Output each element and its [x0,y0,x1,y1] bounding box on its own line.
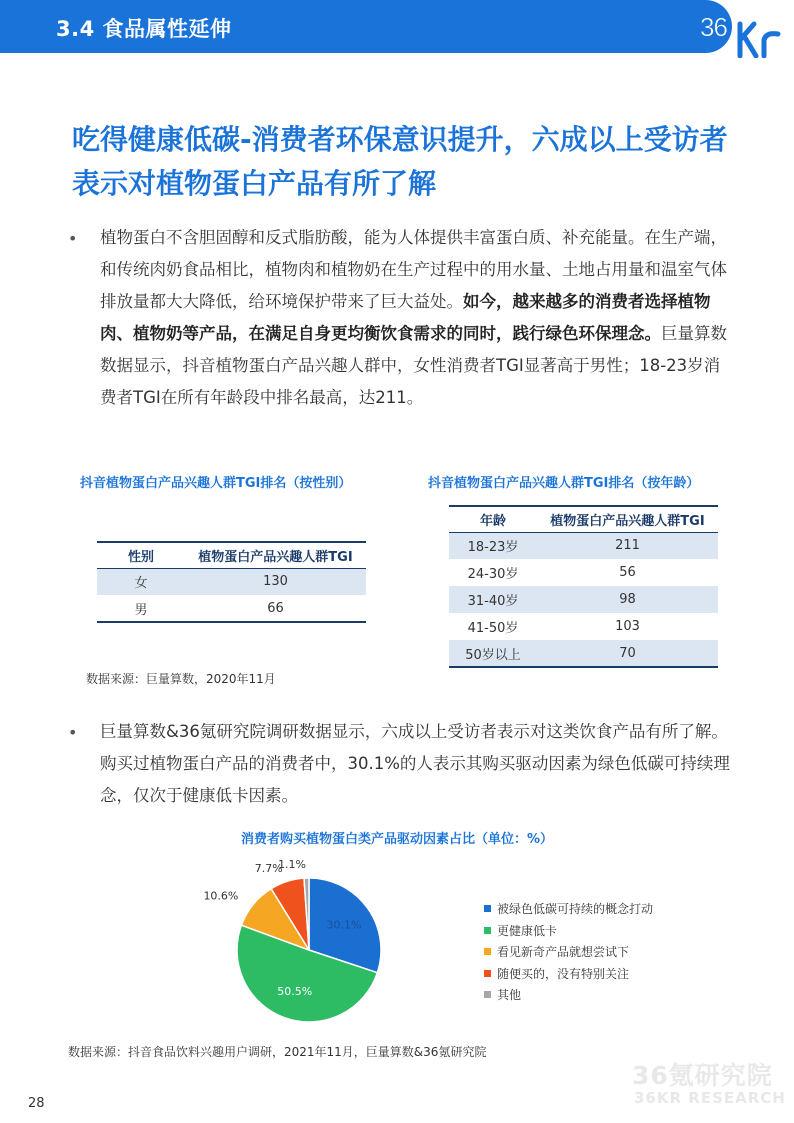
legend-label: 看见新奇产品就想尝试下 [497,945,630,960]
section-title: 3.4 食品属性延伸 [56,17,232,41]
watermark-cn: 36氪研究院 [632,1061,773,1090]
table-row [449,640,718,667]
paragraph-1 [100,222,730,414]
bullet-1: • [68,229,78,248]
pie-chart [0,840,460,1040]
age-table-title: 抖音植物蛋白产品兴趣人群TGI排名（按年龄） [428,476,700,491]
cell-age: 18-23岁 [449,532,537,559]
watermark-en: 36KR RESEARCH [634,1089,786,1107]
legend-item [484,941,653,963]
legend-item [484,963,653,985]
table-row [449,613,718,640]
legend-label: 其他 [497,988,522,1003]
cell-tgi: 66 [185,595,366,622]
paragraph-1-bold: 如今，越来越多的消费者选择植物肉、植物奶等产品，在满足自身更均衡饮食需求的同时，践行绿色环保理念。 [100,292,711,343]
cell-age: 31-40岁 [449,586,537,613]
cell-tgi: 56 [619,565,636,580]
cell-tgi: 130 [185,568,366,595]
legend-label: 随便买的，没有特别关注 [497,966,630,981]
cell-gender: 女 [97,568,185,595]
paragraph-1-text-end: 巨量算数数据显示，抖音植物蛋白产品兴趣人群中，女性消费者TGI显著高于男性；18-23岁消费者TGI在所有年龄段中排名最高，达211。 [100,324,727,407]
tgi-header: 植物蛋白产品兴趣人群TGI [537,506,718,532]
legend-item [484,898,653,920]
page-title: 吃得健康低碳-消费者环保意识提升，六成以上受访者表示对植物蛋白产品有所了解 [72,123,728,200]
pie-data-label: 30.1% [326,918,362,932]
paragraph-2: 巨量算数&36氪研究院调研数据显示，六成以上受访者表示对这类饮食产品有所了解。购买过植物蛋白产品的消费者中，30.1%的人表示其购买驱动因素为绿色低碳可持续理念，仅次于健康低卡因素。 [100,722,730,805]
pie-data-label: 50.5% [277,984,313,998]
legend-swatch [484,927,491,934]
paragraph-1-text: 植物蛋白不含胆固醇和反式脂肪酸，能为人体提供丰富蛋白质、补充能量。在生产端，和传统肉奶食品相比，植物肉和植物奶在生产过程中的用水量、土地占用量和温室气体排放量都大大降低，给环境保护带来了巨大益处。 [100,228,727,311]
chart-legend [484,898,653,1006]
cell-age: 41-50岁 [467,621,519,636]
table-row [97,568,366,595]
cell-tgi: 70 [537,640,718,667]
header-bar [0,0,732,53]
gender-table-title: 抖音植物蛋白产品兴趣人群TGI排名（按性别） [80,476,352,491]
source-note-2: 数据来源：抖音食品饮料兴趣用户调研，2021年11月，巨量算数&36氪研究院 [68,1045,487,1059]
table-row [449,532,718,559]
pie-data-label: 1.1% [278,858,307,872]
36kr-logo [694,2,794,58]
age-header: 年龄 [449,506,537,532]
age-table [449,505,718,668]
pie-data-label: 10.6% [203,889,239,903]
gender-table [97,541,366,623]
source-note-1: 数据来源：巨量算数，2020年11月 [86,672,276,686]
cell-gender: 男 [97,595,185,622]
tgi-header: 植物蛋白产品兴趣人群TGI [185,542,366,568]
table-row [97,595,366,622]
legend-swatch [484,991,491,998]
legend-label: 更健康低卡 [497,923,558,938]
pie-data-label: 7.7% [254,862,283,876]
legend-label: 被绿色低碳可持续的概念打动 [497,902,654,917]
bullet-2: • [68,723,78,742]
gender-header: 性别 [97,542,185,568]
legend-item [484,920,653,942]
legend-swatch [484,905,491,912]
table-row [449,559,718,586]
cell-age: 50岁以上 [449,640,537,667]
cell-age: 24-30岁 [467,567,519,582]
page-number: 28 [28,1096,45,1111]
legend-swatch [484,970,491,977]
cell-tgi: 103 [615,619,640,634]
table-row [449,586,718,613]
legend-item [484,984,653,1006]
chart-title: 消费者购买植物蛋白类产品驱动因素占比（单位：%） [240,832,554,847]
cell-tgi: 211 [537,532,718,559]
legend-swatch [484,948,491,955]
cell-tgi: 98 [537,586,718,613]
svg-text:36: 36 [700,12,727,42]
